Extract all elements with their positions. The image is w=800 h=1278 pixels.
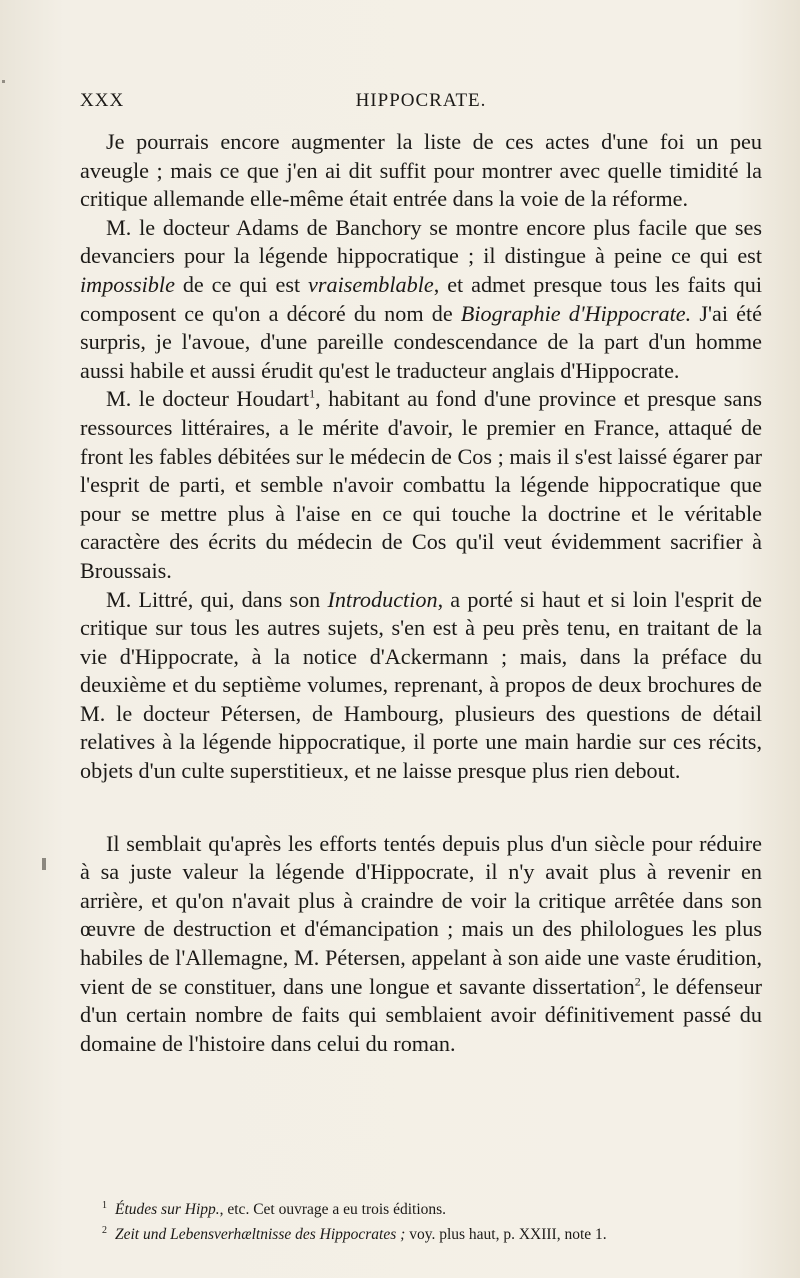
footnote-2: $^2$ Zeit und Lebensverhæltnisse des Hippocrates ; voy. plus haut, p. XXIII, note 1. bbox=[102, 1225, 607, 1244]
paragraph-3: M. le docteur Houdart$^1$, habitant au fond d'une province et presque sans ressources littéraires, a le mérite d'avoir, le premier en France, attaqué de front les fables débitées sur le médecin de Cos ; mais il s'est laissé égarer par l'esprit de parti, et semble n'avoir combattu la légende hippocratique que pour se mettre plus à l'aise en ce qui touche la doctrine et le véritable caractère des écrits du médecin de Cos qu'il veut évidemment sacrifier à Broussais. bbox=[80, 386, 762, 583]
paragraph-1: Je pourrais encore augmenter la liste de ces actes d'une foi un peu aveugle ; mais ce que j'en ai dit suffit pour montrer avec quelle timidité la critique allemande elle-même était entrée dans la voie de la réforme. bbox=[80, 129, 762, 212]
footnote-ref-1: 1 bbox=[309, 386, 316, 401]
emphasis-biographie: Biographie d'Hippocrate. bbox=[460, 300, 692, 326]
margin-mark bbox=[42, 858, 46, 870]
scan-speck bbox=[2, 80, 5, 83]
footnote-ref-2: 2 bbox=[634, 974, 641, 989]
page-header bbox=[80, 90, 762, 120]
page-number: XXX bbox=[80, 90, 125, 111]
emphasis-introduction: Introduction bbox=[327, 586, 438, 612]
emphasis-vraisemblable: vraisemblable bbox=[308, 271, 434, 297]
section-break bbox=[80, 786, 762, 830]
paragraph-5: Il semblait qu'après les efforts tentés depuis plus d'un siècle pour réduire à sa juste valeur la légende d'Hippocrate, il n'y avait plus à revenir en arrière, et qu'on n'avait plus à craindre de voir la critique arrêtée dans son œuvre de destruction et d'émancipation ; mais un des philologues les plus habiles de l'Allemagne, M. Pétersen, appelant à son aide une vaste érudition, vient de se constituer, dans une longue et savante dissertation$^2$, le défenseur d'un certain nombre de faits qui semblaient avoir définitivement passé du domaine de l'histoire dans celui du roman. bbox=[80, 830, 762, 1056]
paragraph-4: M. Littré, qui, dans son Introduction, a porté si haut et si loin l'esprit de critique sur tous les autres sujets, s'en est à peu près tenu, en traitant de la vie d'Hippocrate, à la notice d'Ackermann ; mais, dans la préface du deuxième et du septième volumes, reprenant, à propos de deux brochures de M. le docteur Pétersen, de Hambourg, plusieurs des questions de détail relatives à la légende hippocratique, il porte une main hardie sur ces récits, objets d'un culte superstitieux, et ne laisse presque plus rien debout. bbox=[80, 586, 762, 784]
main-text bbox=[80, 128, 762, 1058]
footnote-1: $^1$ Études sur Hipp., etc. Cet ouvrage a eu trois éditions. bbox=[102, 1200, 447, 1219]
running-title: HIPPOCRATE. bbox=[355, 90, 487, 111]
emphasis-impossible: impossible bbox=[80, 271, 175, 297]
paragraph-2: M. le docteur Adams de Banchory se montre encore plus facile que ses devanciers pour la légende hippocratique ; il distingue à peine ce qui est impossible de ce qui est vraisemblable, et admet presque tous les faits qui composent ce qu'on a décoré du nom de Biographie d'Hippocrate. J'ai été surpris, je l'avoue, d'une pareille condescendance de la part d'un homme aussi habile et aussi érudit qu'est le traducteur anglais d'Hippocrate. bbox=[80, 214, 762, 383]
footnotes bbox=[102, 1195, 762, 1245]
